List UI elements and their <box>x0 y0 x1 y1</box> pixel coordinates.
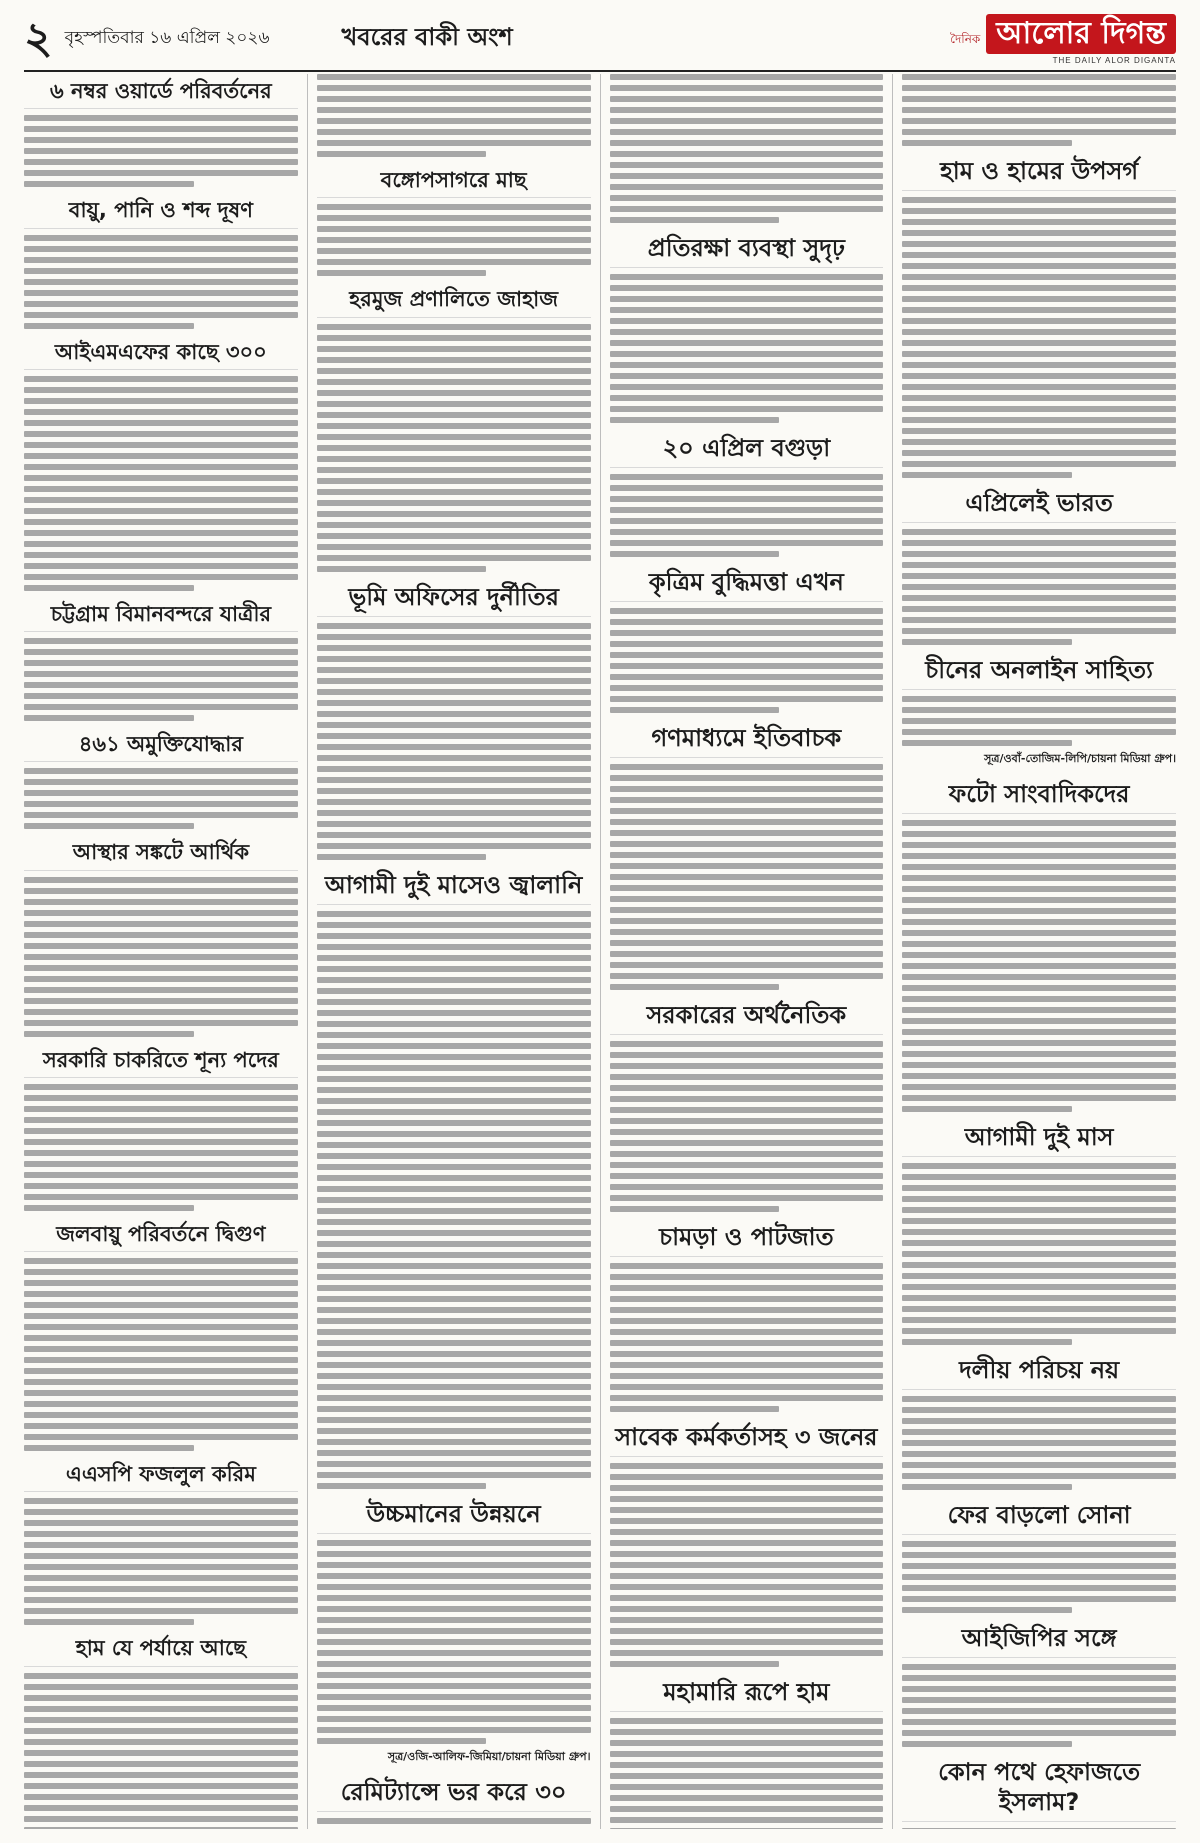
story-credit: সূত্র/ওবাঁ-তোজিম-লিপি/চায়না মিডিয়া গ্রুপ। <box>984 752 1176 765</box>
story-headline: ৪৬১ অমুক্তিযোদ্ধার <box>24 731 298 762</box>
story-body <box>317 623 591 860</box>
story-headline: প্রতিরক্ষা ব্যবস্থা সুদৃঢ় <box>610 233 884 268</box>
story <box>902 1122 1176 1345</box>
story-body <box>317 1818 591 1830</box>
column-1 <box>24 74 308 1829</box>
story-headline: উচ্চমানের উন্নয়নে <box>317 1499 591 1534</box>
section-title: খবরের বাকী অংশ <box>341 23 513 51</box>
story-body <box>902 529 1176 645</box>
story <box>24 78 298 187</box>
logo-daily: দৈনিক <box>950 31 981 46</box>
story-headline: আইজিপির সঙ্গে <box>902 1623 1176 1658</box>
story-headline: এপ্রিলেই ভারত <box>902 488 1176 523</box>
story-headline: কোন পথে হেফাজতে ইসলাম? <box>902 1757 1176 1822</box>
story <box>317 870 591 1489</box>
story-body <box>902 1396 1176 1490</box>
story-body <box>902 1828 1176 1829</box>
logo-name: আলোর দিগন্ত <box>986 14 1176 54</box>
story-body <box>317 74 591 157</box>
story <box>24 339 298 591</box>
story <box>317 74 591 157</box>
story <box>610 1000 884 1212</box>
story-body <box>610 764 884 990</box>
story-headline: সাবেক কর্মকর্তাসহ ৩ জনের <box>610 1422 884 1457</box>
story-credit: সূত্র/ওজি-আলিফ-জিমিয়া/চায়না মিডিয়া গ্রুপ। <box>387 1749 591 1763</box>
page-number: ২ <box>24 13 53 64</box>
column-4 <box>893 74 1176 1829</box>
story-body <box>610 74 884 223</box>
story <box>610 1222 884 1412</box>
issue-date: বৃহস্পতিবার ১৬ এপ্রিল ২০২৬ <box>64 28 270 48</box>
story-body <box>902 1541 1176 1613</box>
masthead <box>24 0 1176 72</box>
story-body <box>24 1258 298 1451</box>
story <box>24 839 298 1036</box>
story-headline: আগামী দুই মাসেও জ্বালানি <box>317 870 591 905</box>
story-headline: গণমাধ্যমে ইতিবাচক <box>610 723 884 758</box>
story-body <box>902 820 1176 1112</box>
story-body <box>317 911 591 1489</box>
logo-top <box>950 14 1176 54</box>
story-headline: হাম যে পর্যায়ে আছে <box>24 1635 298 1666</box>
story-headline: চট্টগ্রাম বিমানবন্দরে যাত্রীর <box>24 601 298 632</box>
story-headline: হাম ও হামের উপসর্গ <box>902 156 1176 191</box>
newspaper-logo <box>950 14 1176 65</box>
story <box>902 74 1176 146</box>
story <box>317 1777 591 1830</box>
story-headline: বঙ্গোপসাগরে মাছ <box>317 167 591 198</box>
story <box>610 723 884 990</box>
story <box>317 1499 591 1767</box>
story-body <box>24 638 298 721</box>
story-headline: আগামী দুই মাস <box>902 1122 1176 1157</box>
story-body <box>24 376 298 591</box>
story-headline: মহামারি রূপে হাম <box>610 1677 884 1712</box>
story-body <box>610 1718 884 1829</box>
story <box>902 655 1176 769</box>
story <box>317 286 591 571</box>
story-headline: আইএমএফের কাছে ৩০০ <box>24 339 298 370</box>
story <box>317 582 591 860</box>
story-body <box>902 74 1176 146</box>
story <box>24 1047 298 1211</box>
story <box>610 1422 884 1667</box>
logo-english: THE DAILY ALOR DIGANTA <box>1052 55 1176 65</box>
story <box>24 197 298 328</box>
story-headline: এএসপি ফজলুল করিম <box>24 1461 298 1492</box>
story-headline: বায়ু, পানি ও শব্দ দূষণ <box>24 197 298 228</box>
story <box>24 1461 298 1625</box>
story-body <box>317 324 591 572</box>
story-headline: চামড়া ও পাটজাত <box>610 1222 884 1257</box>
story-headline: সরকারি চাকরিতে শূন্য পদের <box>24 1047 298 1078</box>
story-body <box>317 204 591 276</box>
masthead-left <box>24 13 513 64</box>
story <box>24 731 298 829</box>
story-headline: সরকারের অর্থনৈতিক <box>610 1000 884 1035</box>
story-headline: জলবায়ু পরিবর্তনে দ্বিগুণ <box>24 1221 298 1252</box>
story-body <box>24 235 298 329</box>
story-body <box>24 1673 298 1830</box>
story-headline: ২০ এপ্রিল বগুড়া <box>610 433 884 468</box>
story-body <box>24 1084 298 1211</box>
story-headline: ভূমি অফিসের দুর্নীতির <box>317 582 591 617</box>
story <box>610 567 884 713</box>
story <box>902 156 1176 478</box>
story-headline: চীনের অনলাইন সাহিত্য <box>902 655 1176 690</box>
story-body <box>610 474 884 557</box>
column-3 <box>601 74 894 1829</box>
story-body <box>610 1463 884 1667</box>
story <box>902 488 1176 645</box>
story <box>610 233 884 423</box>
story-headline: দলীয় পরিচয় নয় <box>902 1355 1176 1390</box>
story-body <box>610 274 884 423</box>
story <box>24 601 298 721</box>
story-headline: ৬ নম্বর ওয়ার্ডে পরিবর্তনের <box>24 78 298 109</box>
story-body <box>24 115 298 187</box>
story-body <box>610 1263 884 1412</box>
story <box>610 74 884 223</box>
story-headline: ফের বাড়লো সোনা <box>902 1500 1176 1535</box>
story-body <box>902 197 1176 478</box>
story-headline: ফটো সাংবাদিকদের <box>902 779 1176 814</box>
story <box>902 1757 1176 1829</box>
story <box>610 1677 884 1829</box>
story-body <box>902 1664 1176 1747</box>
story <box>902 1623 1176 1747</box>
story-body <box>24 768 298 829</box>
columns <box>24 74 1176 1829</box>
story-headline: হরমুজ প্রণালিতে জাহাজ <box>317 286 591 317</box>
story-body <box>24 1498 298 1625</box>
story-body <box>902 1163 1176 1345</box>
story-body <box>24 877 298 1037</box>
story <box>317 167 591 276</box>
story <box>610 433 884 557</box>
story <box>902 779 1176 1112</box>
story <box>24 1635 298 1829</box>
story-body <box>610 608 884 713</box>
column-2 <box>308 74 601 1829</box>
story-headline: রেমিট্যান্সে ভর করে ৩০ <box>317 1777 591 1812</box>
story-body <box>610 1041 884 1212</box>
story <box>902 1355 1176 1490</box>
story <box>24 1221 298 1451</box>
story-headline: আস্থার সঙ্কটে আর্থিক <box>24 839 298 870</box>
story-headline: কৃত্রিম বুদ্ধিমত্তা এখন <box>610 567 884 602</box>
story-body <box>902 696 1176 746</box>
story-body <box>317 1540 591 1744</box>
story <box>902 1500 1176 1613</box>
